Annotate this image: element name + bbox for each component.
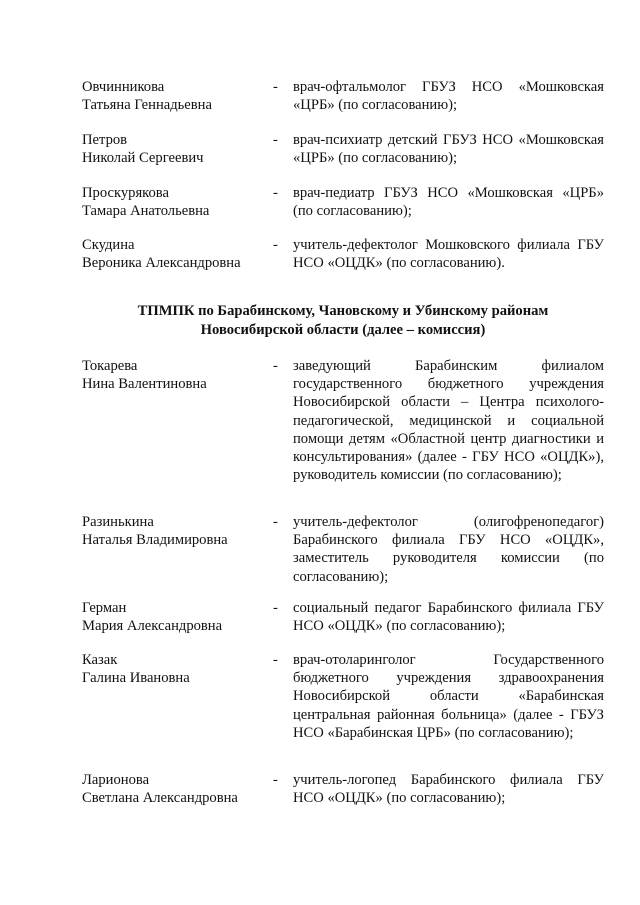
member-surname: Разинькина	[82, 514, 154, 530]
member-role: заведующий Барабинским филиалом государственного бюджетного учреждения Новосибирской области – Центра психолого-педагогической, медицинской и социальной помощи детям «Областной центр диагностики и консультирования» (далее - ГБУ НСО «ОЦДК»), руководитель комиссии (по согласованию);	[293, 358, 604, 484]
member-given-names: Светлана Александровна	[82, 790, 238, 807]
member-role: социальный педагог Барабинского филиала ГБУ НСО «ОЦДК» (по согласованию);	[293, 600, 604, 635]
member-name	[82, 357, 262, 393]
separator-dash: -	[273, 772, 278, 788]
member-role: врач-офтальмолог ГБУЗ НСО «Мошковская «ЦРБ» (по согласованию);	[293, 79, 604, 114]
separator-dash: -	[273, 600, 278, 616]
member-name	[82, 131, 262, 167]
member-name	[82, 236, 262, 272]
separator-dash: -	[273, 358, 278, 374]
member-name	[82, 771, 262, 807]
member-surname: Скудина	[82, 237, 135, 253]
member-role: учитель-дефектолог (олигофренопедагог) Барабинского филиала ГБУ НСО «ОЦДК», заместитель руководителя комиссии (по согласованию);	[293, 514, 604, 585]
member-surname: Овчинникова	[82, 79, 165, 95]
member-surname: Токарева	[82, 358, 138, 374]
member-name	[82, 599, 262, 635]
member-given-names: Галина Ивановна	[82, 670, 190, 687]
member-surname: Герман	[82, 600, 127, 616]
member-given-names: Тамара Анатольевна	[82, 203, 210, 220]
member-given-names: Наталья Владимировна	[82, 532, 228, 549]
member-given-names: Николай Сергеевич	[82, 150, 204, 167]
separator-dash: -	[273, 514, 278, 530]
separator-dash: -	[273, 79, 278, 95]
member-name	[82, 513, 262, 549]
member-name	[82, 184, 262, 220]
separator-dash: -	[273, 652, 278, 668]
section-heading-line-2: Новосибирской области (далее – комиссия)	[200, 321, 486, 338]
member-surname: Казак	[82, 652, 118, 668]
member-role: врач-педиатр ГБУЗ НСО «Мошковская «ЦРБ» (по согласованию);	[293, 185, 604, 220]
separator-dash: -	[273, 185, 278, 201]
member-role: учитель-логопед Барабинского филиала ГБУ НСО «ОЦДК» (по согласованию);	[293, 772, 604, 807]
member-given-names: Вероника Александровна	[82, 255, 241, 272]
section-heading-line-1: ТПМПК по Барабинскому, Чановскому и Убинскому районам	[137, 303, 549, 319]
member-surname: Петров	[82, 132, 128, 148]
member-role: учитель-дефектолог Мошковского филиала ГБУ НСО «ОЦДК» (по согласованию).	[293, 237, 604, 272]
member-surname: Ларионова	[82, 772, 150, 788]
member-role: врач-психиатр детский ГБУЗ НСО «Мошковская «ЦРБ» (по согласованию);	[293, 132, 604, 167]
member-name	[82, 78, 262, 114]
section-heading	[82, 302, 604, 339]
separator-dash: -	[273, 237, 278, 253]
separator-dash: -	[273, 132, 278, 148]
member-given-names: Нина Валентиновна	[82, 376, 207, 393]
member-name	[82, 651, 262, 687]
member-role: врач-отоларинголог Государственного бюджетного учреждения здравоохранения Новосибирской области «Барабинская центральная районная больница» (далее - ГБУЗ НСО «Барабинская ЦРБ» (по согласованию);	[293, 652, 604, 741]
member-given-names: Татьяна Геннадьевна	[82, 97, 212, 114]
member-given-names: Мария Александровна	[82, 618, 223, 635]
member-surname: Проскурякова	[82, 185, 169, 201]
